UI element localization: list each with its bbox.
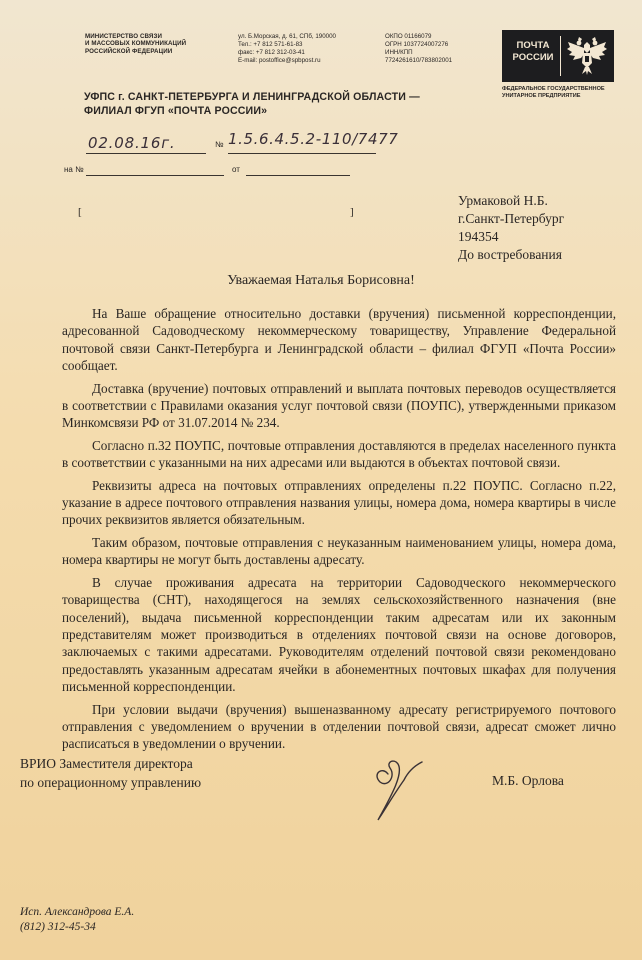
- logo-subtitle-line: УНИТАРНОЕ ПРЕДПРИЯТИЕ: [502, 92, 581, 99]
- ministry-line: РОССИЙСКОЙ ФЕДЕРАЦИИ: [85, 47, 173, 55]
- ministry-block: [85, 33, 235, 55]
- inn-value: 7724261610/783802001: [385, 57, 453, 64]
- handwritten-reg-number: 1.5.6.4.5.2-110/7477: [228, 130, 399, 148]
- addressee-delivery: До востребования: [458, 247, 562, 262]
- na-number-label: на №: [64, 165, 84, 174]
- body-paragraph: На Ваше обращение относительно доставки (вручения) письменной корреспонденции, адресованной Садоводческому некоммерческому товариществу, Управление Федеральной почтовой связи Санкт-Петербурга и Ленинградской области – филиал ФГУП «Почта России» сообщает.: [62, 306, 616, 374]
- double-headed-eagle-icon: [564, 33, 610, 79]
- handwritten-signature: [360, 752, 430, 830]
- ot-label: от: [232, 165, 240, 174]
- fax-line: факс: +7 812 312-03-41: [238, 49, 305, 56]
- logo-line: ПОЧТА: [516, 40, 550, 51]
- logo-line: РОССИИ: [512, 51, 554, 63]
- salutation: Уважаемая Наталья Борисовна!: [227, 273, 415, 288]
- phone-line: Тел.: +7 812 571-61-83: [238, 41, 303, 48]
- addressee-zip: 194354: [458, 229, 499, 244]
- body-paragraph: Реквизиты адреса на почтовых отправлениях определены п.22 ПОУПС. Согласно п.22, указание в адресе почтового отправления названия улицы, номера дома, номера квартиры в числе прочих реквизитов является обязательным.: [62, 477, 616, 528]
- date-underline: [86, 153, 206, 154]
- signatory-title: [20, 754, 280, 792]
- contacts-block: [238, 33, 378, 65]
- executor-phone: (812) 312-45-34: [20, 921, 96, 933]
- ministry-line: И МАССОВЫХ КОММУНИКАЦИЙ: [85, 40, 187, 48]
- letter-body: [62, 305, 616, 758]
- org-name-line-2: ФИЛИАЛ ФГУП «ПОЧТА РОССИИ»: [84, 105, 268, 117]
- body-paragraph: Доставка (вручение) почтовых отправлений и выплата почтовых переводов осуществляется в соответствии с Правилами оказания услуг почтовой связи (ПОУПС), утвержденными приказом Минкомсвязи РФ от 31.07.2014 № 234.: [62, 380, 616, 431]
- signatory-name: М.Б. Орлова: [492, 773, 564, 788]
- addressee-name: Урмаковой Н.Б.: [458, 193, 548, 208]
- handwritten-date: 02.08.16г.: [88, 134, 176, 152]
- okpo-line: ОКПО 01166079: [385, 33, 432, 40]
- pochta-rossii-logo: [502, 30, 614, 82]
- logo-subtitle: [502, 86, 622, 99]
- signatory-title-line: ВРИО Заместителя директора: [20, 756, 193, 771]
- email-line: E-mail: postoffice@spbpost.ru: [238, 57, 321, 64]
- body-paragraph: Таким образом, почтовые отправления с неуказанным наименованием улицы, номера дома, номера квартиры не могут быть доставлены адресату.: [62, 534, 616, 568]
- body-paragraph: Согласно п.32 ПОУПС, почтовые отправления доставляются в пределах населенного пункта в соответствии с указанными на них адресами или выдаются в объектах почтовой связи.: [62, 437, 616, 471]
- body-paragraph: При условии выдачи (вручения) вышеназванному адресату регистрируемого почтового отправления с уведомлением о вручении в отделении почтовой связи, адресат сможет лично расписаться в уведомлении о вручении.: [62, 701, 616, 752]
- bracket-right: ]: [350, 206, 354, 218]
- number-underline: [228, 153, 376, 154]
- logo-wordmark: [508, 40, 558, 63]
- logo-divider: [560, 36, 561, 76]
- ogrn-line: ОГРН 1037724007276: [385, 41, 449, 48]
- logo-subtitle-line: ФЕДЕРАЛЬНОЕ ГОСУДАРСТВЕННОЕ: [502, 86, 605, 92]
- org-name-line-1: УФПС г. САНКТ-ПЕТЕРБУРГА И ЛЕНИНГРАДСКОЙ ОБЛАСТИ —: [84, 91, 420, 103]
- na-number-line: [86, 175, 224, 176]
- ot-line: [246, 175, 350, 176]
- codes-block: [385, 33, 497, 65]
- inn-label: ИНН/КПП: [385, 49, 413, 56]
- bracket-left: [: [78, 206, 82, 218]
- address-line: ул. Б.Морская, д. 61, СПб, 190000: [238, 33, 336, 40]
- executor-block: [20, 905, 220, 935]
- body-paragraph: В случае проживания адресата на территории Садоводческого некоммерческого товарищества (СНТ), находящегося на землях сельскохозяйственного назначения (вне поселений), выдача письменной корреспонденции таким адресатам или их законным представителям может производиться в отделениях почтовой связи на основе договоров, заключаемых с такими адресатами. Руководителям отделений почтовой связи рекомендовано предоставлять указанным адресатам ячейки в абонементных почтовых шкафах для получения письменной корреспонденции.: [62, 574, 616, 695]
- addressee-block: [458, 192, 638, 264]
- signatory-title-line: по операционному управлению: [20, 775, 202, 790]
- executor-name: Исп. Александрова Е.А.: [20, 906, 135, 918]
- ministry-line: МИНИСТЕРСТВО СВЯЗИ: [85, 33, 163, 40]
- number-label: №: [215, 140, 224, 149]
- addressee-city: г.Санкт-Петербург: [458, 211, 565, 226]
